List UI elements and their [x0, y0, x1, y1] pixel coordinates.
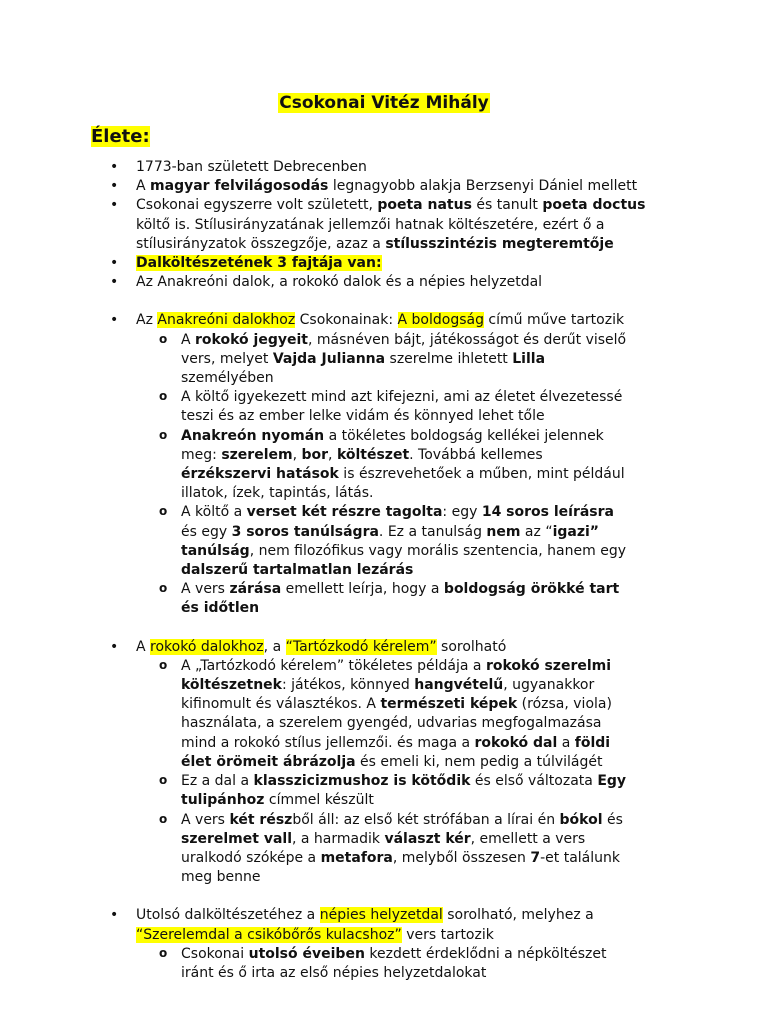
text-run: a tökéletes boldogság kellékei jelennek meg: — [181, 427, 604, 463]
text-run: A — [136, 178, 151, 195]
bold-run: választ kér — [384, 830, 471, 847]
text-run: , a — [263, 638, 286, 655]
text-run: , a harmadik — [292, 830, 385, 847]
list-item — [0, 158, 676, 177]
bold-run: klasszicizmushoz is kötődik — [253, 773, 471, 790]
text-run: A „Tartózkodó kérelem” tökéletes példája a — [181, 657, 486, 674]
list-item-anakreon — [0, 311, 676, 618]
bold-run: poeta natus — [377, 197, 472, 214]
text-run: , — [328, 446, 337, 463]
text-run: Csokonai — [181, 945, 249, 962]
spacer — [0, 619, 676, 638]
text-run: Az — [136, 312, 158, 329]
text-run: címmel készült — [264, 792, 374, 809]
bold-run: 14 soros leírásra — [481, 504, 614, 521]
bold-run: bor — [301, 446, 329, 463]
bold-run: bókol — [559, 811, 603, 828]
bold-run: Egy tulipánhoz — [181, 773, 627, 809]
bold-run: nem — [486, 523, 521, 540]
sub-item — [136, 945, 631, 983]
highlight-run: “Tartózkodó kérelem” — [285, 638, 437, 655]
sub-list — [136, 331, 676, 619]
text-run: sorolható — [436, 638, 507, 655]
bold-run: stílusszintézis megteremtője — [385, 235, 614, 252]
text-run: szerelme ihletett — [385, 350, 513, 367]
item-text: • Az Anakreóni dalok, a rokokó dalok és a népies helyzetdal — [136, 274, 542, 290]
sub-item — [136, 772, 631, 810]
content — [0, 158, 768, 983]
bold-run: rokokó dal — [474, 734, 558, 751]
spacer — [0, 887, 676, 906]
text-run: , ugyanakkor kifinomult és választékos. A — [181, 677, 595, 713]
list-item-nepies — [0, 906, 676, 983]
item-text — [136, 639, 506, 655]
text-run: A vers — [181, 811, 230, 828]
sub-item — [136, 503, 631, 580]
sub-item — [136, 580, 631, 618]
text-run: , melyből összesen — [392, 849, 531, 866]
bold-run: 7 — [530, 849, 541, 866]
sub-item — [136, 657, 631, 772]
text-run: (rózsa, viola) használata, a szerelem gyengéd, udvarias megfogalmazása mind a rokokó stílus jellemzői. és maga a — [181, 696, 612, 751]
text-run: A vers — [181, 581, 230, 598]
bold-run: rokokó szerelmi költészetnek — [181, 657, 612, 694]
sub-list — [136, 945, 676, 983]
main-list — [0, 158, 768, 983]
bold-run: boldogság örökké tart és időtlen — [181, 581, 620, 617]
item-text: • 1773-ban született Debrecenben — [136, 159, 367, 175]
highlight-run: “Szerelemdal a csikóbőrős kulacshoz” — [136, 926, 402, 943]
bold-run: magyar felvilágosodás — [150, 178, 329, 195]
text-run: , — [292, 446, 302, 463]
highlight-run: népies helyzetdal — [319, 907, 443, 924]
text-run: kezdett érdeklődni a népköltészet iránt és ő irta az első népies helyzetdalokat — [181, 945, 607, 981]
bold-run: földi élet örömeit ábrázolja — [181, 734, 611, 770]
text-run: , nem filozófikus vagy morális szentencia, hanem egy — [249, 542, 626, 559]
text-run: vers tartozik — [401, 926, 494, 943]
list-item — [0, 177, 676, 196]
list-item — [0, 273, 676, 292]
text-run: A — [136, 638, 151, 655]
text-run: , másnéven bájt, játékosságot és derűt viselő vers, melyet — [181, 331, 627, 367]
bold-run: zárása — [229, 581, 282, 598]
bold-run: költészet — [336, 446, 410, 463]
text-run: Csokonainak: — [295, 312, 398, 329]
bold-run: utolsó éveiben — [248, 945, 365, 962]
text-run: és emeli ki, nem pedig a túlvilágét — [355, 753, 603, 770]
text-run: emellett leírja, hogy a — [281, 581, 444, 598]
bold-run: Anakreón nyomán — [181, 427, 325, 444]
bold-run: hangvételű — [414, 677, 504, 694]
bold-run: dalszerű tartalmatlan lezárás — [181, 562, 414, 579]
text-run: A költő igyekezett mind azt kifejezni, ami az életet élvezetessé teszi és az ember lelke vidám és könnyed lehet tőle — [181, 389, 623, 425]
text-run: : játékos, könnyed — [281, 677, 415, 694]
sub-item — [136, 427, 631, 504]
bold-run: Lilla — [512, 350, 546, 367]
text-run: és — [602, 811, 623, 828]
section-heading — [91, 125, 150, 149]
item-text — [136, 255, 382, 271]
item-text — [136, 907, 594, 942]
text-run: és tanult — [471, 197, 543, 214]
bold-run: természeti képek — [380, 696, 518, 713]
item-text — [136, 312, 624, 328]
sub-item — [136, 331, 631, 389]
bold-run: 3 soros tanúlságra — [231, 523, 379, 540]
bold-run: rokokó jegyeit — [195, 331, 308, 348]
heading-text: Élete: — [91, 126, 150, 147]
text-run: . Továbbá kellemes — [409, 446, 543, 463]
text-run: . Ez a tanulság — [378, 523, 487, 540]
list-item-rokoko — [0, 638, 676, 888]
highlight-run: rokokó dalokhoz — [150, 638, 264, 655]
text-run: az “ — [520, 523, 553, 540]
bold-run: Vajda Julianna — [272, 350, 386, 367]
item-text — [136, 197, 645, 251]
title-text: Csokonai Vitéz Mihály — [279, 93, 489, 113]
text-run: a — [557, 734, 575, 751]
bold-run: igazi” tanúlság — [181, 523, 599, 559]
text-run: Ez a dal a — [181, 773, 254, 790]
list-item — [0, 254, 676, 273]
text-run: költő is. Stílusirányzatának jellemzői hatnak költészetére, ezért ő a stílusirányzatok összegzője, azaz a — [136, 216, 605, 252]
sub-item — [136, 811, 631, 888]
text-run: -et találunk meg benne — [181, 849, 620, 886]
text-run: és egy — [181, 523, 232, 540]
text-run: , emellett a vers uralkodó szóképe a — [181, 830, 586, 866]
highlight-run: Anakreóni dalokhoz — [157, 312, 296, 329]
sub-item — [136, 388, 631, 426]
bold-run: szerelem — [221, 446, 293, 463]
text-run: ből áll: az első két strófában a lírai én — [292, 811, 560, 828]
bold-run: verset két részre tagolta — [246, 504, 443, 521]
item-text — [136, 178, 637, 194]
bold-run: poeta doctus — [542, 197, 646, 214]
text-run: című műve tartozik — [483, 312, 625, 329]
text-run: sorolható, melyhez a — [442, 907, 594, 924]
text-run: személyében — [181, 370, 274, 387]
list-item — [0, 196, 676, 254]
text-run: : egy — [442, 504, 482, 521]
sub-list — [136, 657, 676, 887]
bold-run: szerelmet vall — [181, 830, 292, 847]
text-run: is észrevehetőek a műben, mint például illatok, ízek, tapintás, látás. — [181, 466, 625, 502]
page-title — [0, 92, 768, 114]
text-run: és első változata — [470, 773, 598, 790]
text-run: Utolsó dalköltészetéhez a — [136, 907, 320, 924]
text-run: Csokonai egyszerre volt született, — [136, 197, 378, 214]
text-run: A költő a — [181, 504, 247, 521]
bold-run: két rész — [229, 811, 293, 828]
bold-run: metafora — [320, 849, 393, 866]
bold-run: érzékszervi hatások — [181, 466, 339, 483]
highlight-run: Dalköltészetének 3 fajtája van: — [136, 255, 382, 272]
highlight-run: A boldogság — [397, 312, 484, 329]
spacer — [0, 292, 676, 311]
text-run: A — [181, 331, 196, 348]
text-run: legnagyobb alakja Berzsenyi Dániel mellett — [328, 178, 638, 195]
